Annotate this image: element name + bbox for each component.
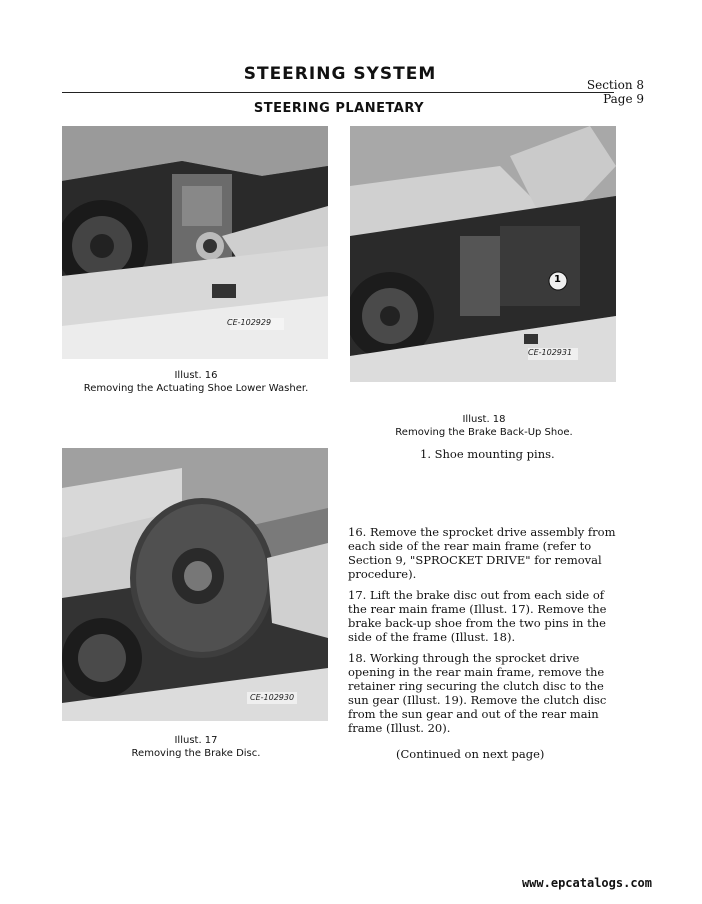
footer-url[interactable]: www.epcatalogs.com [521,876,652,890]
legend-item: 1. Shoe mounting pins. [420,447,555,461]
step-17: 17. Lift the brake disc out from each side of the rear main frame (Illust. 17). Remove the brake back-up shoe from the two pins in the side of the frame (Illust. 18). [348,588,607,644]
illustration-16-number: Illust. 16 [174,370,218,381]
illustration-16-caption: Removing the Actuating Shoe Lower Washer. [83,383,309,394]
illustration-17-photo [62,448,328,721]
illustration-18-number: Illust. 18 [462,414,506,425]
illustration-16-caption-block [62,369,330,395]
illustration-18-photo [350,126,616,382]
step-16: 16. Remove the sprocket drive assembly from each side of the rear main frame (refer to Section 9, "SPROCKET DRIVE" for removal procedure). [348,525,616,581]
continued-note: (Continued on next page) [396,747,545,761]
illustration-17-caption-block [62,734,330,760]
illustration-17-number: Illust. 17 [174,735,218,746]
page-number: Page 9 [603,92,644,106]
illustration-16-code: CE-102929 [227,318,272,327]
header-rule [62,92,614,93]
illustration-17-caption: Removing the Brake Disc. [131,748,261,759]
illustration-17-code: CE-102930 [250,693,295,702]
illustration-18-caption-block [350,413,618,439]
section-label: Section 8 [586,78,644,92]
illustration-18-code: CE-102931 [528,348,573,357]
illustration-16-photo [62,126,328,359]
illustration-18-caption: Removing the Brake Back-Up Shoe. [395,427,573,438]
page-subtitle: STEERING PLANETARY [253,101,425,116]
step-18: 18. Working through the sprocket drive opening in the rear main frame, remove the retainer ring securing the clutch disc to the sun gear (Illust. 19). Remove the clutch disc from the sun gear and out of the rear main frame (Illust. 20). [348,651,607,735]
callout-1: 1 [554,274,561,285]
page-title: STEERING SYSTEM [243,64,437,84]
